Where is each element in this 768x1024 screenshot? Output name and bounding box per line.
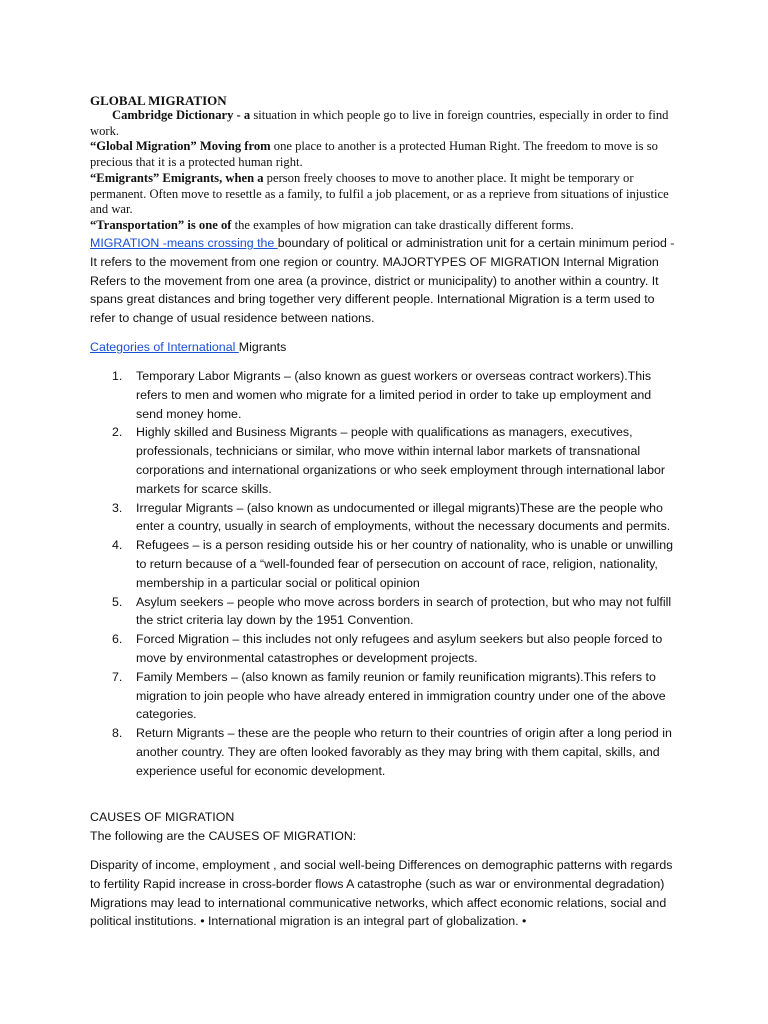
list-number: 7.: [112, 669, 123, 684]
definition-text: person freely chooses to move to another place. It might be temporary or permanent. Often move to resettle as a family, to fulfil a job placement, or as a reprieve from situations of injustice and war.: [90, 171, 669, 217]
list-item: [90, 630, 675, 668]
list-item: [90, 423, 675, 498]
definition-global-migration: [90, 139, 675, 170]
list-item-text: Irregular Migrants – (also known as undocumented or illegal migrants)These are the people who enter a country, usually in search of employments, without the necessary documents and permits.: [136, 500, 671, 534]
definition-transportation: [90, 218, 675, 234]
list-item-text: Family Members – (also known as family reunion or family reunification migrants).This refers to migration to join people who have already entered in immigration country under one of the above categories.: [136, 669, 666, 722]
list-item: [90, 668, 675, 724]
definition-term: Cambridge Dictionary - a: [112, 108, 251, 122]
definition-term: “Transportation” is one of: [90, 218, 232, 232]
list-item-text: Forced Migration – this includes not only refugees and asylum seekers but also people forced to move by environmental catastrophes or development projects.: [136, 632, 663, 665]
list-item: [90, 536, 675, 592]
list-number: 3.: [112, 500, 123, 515]
categories-link[interactable]: Categories of International: [90, 340, 239, 354]
list-number: 1.: [112, 369, 123, 383]
list-item: [90, 593, 675, 631]
document-title: GLOBAL MIGRATION: [90, 93, 227, 108]
list-item-text: Refugees – is a person residing outside his or her country of nationality, who is unable or unwilling to return because of a “well-founded fear of persecution on account of race, religion, nationality, membership in a particular social or political opinion: [136, 538, 674, 590]
causes-heading: CAUSES OF MIGRATION: [90, 810, 235, 824]
list-number: 6.: [112, 632, 123, 647]
definition-emigrants: [90, 171, 675, 218]
definition-text: situation in which people go to live in foreign countries, especially in order to find work.: [90, 108, 669, 138]
list-item: [90, 499, 675, 537]
list-item-text: Asylum seekers – people who move across borders in search of protection, but who may not fulfill the strict criteria lay down by the 1951 Convention.: [136, 594, 672, 628]
migrant-categories-list: [90, 367, 675, 781]
categories-heading-text: Migrants: [238, 340, 287, 354]
causes-intro: The following are the CAUSES OF MIGRATION:: [90, 829, 357, 843]
list-number: 8.: [112, 726, 123, 741]
definition-cambridge: [90, 108, 675, 139]
definition-term: “Global Migration” Moving from: [90, 139, 271, 153]
causes-paragraph: Disparity of income, employment , and social well-being Differences on demographic patterns with regards to fertility Rapid increase in cross-border flows A catastrophe (such as war or environmental degradation) Migrations may lead to international communicative networks, which affect economic relations, social and political institutions. • International migration is an integral part of globalization. •: [90, 858, 673, 929]
list-item: [90, 724, 675, 780]
migration-paragraph: [90, 234, 675, 328]
categories-heading: [90, 338, 675, 357]
definition-text: the examples of how migration can take drastically different forms.: [231, 218, 574, 232]
migration-text: boundary of political or administration unit for a certain minimum period -It refers to the movement from one region or country. MAJORTYPES OF MIGRATION Internal Migration Refers to the movement from one area (a province, district or municipality) to another within a country. It spans great distances and bring together very different people. International Migration is a term used to refer to change of usual residence between nations.: [90, 236, 675, 326]
list-item-text: Highly skilled and Business Migrants – people with qualifications as managers, executives, professionals, technicians or similar, who move within internal labor markets of transnational corporations and international organizations or who seek employment through international labor markets for scarce skills.: [136, 425, 665, 496]
definition-term: “Emigrants” Emigrants, when a: [90, 171, 264, 185]
list-item-text: Temporary Labor Migrants – (also known as guest workers or overseas contract workers).This refers to men and women who migrate for a limited period in order to take up employment and send money home.: [136, 369, 652, 421]
list-number: 4.: [112, 538, 123, 553]
list-number: 5.: [112, 594, 123, 609]
list-item: [90, 367, 675, 423]
list-item-text: Return Migrants – these are the people who return to their countries of origin after a long period in another country. They are often looked favorably as they may bring with them capital, skills, and experience useful for economic development.: [136, 726, 672, 778]
definition-text: one place to another is a protected Human Right. The freedom to move is so precious that it is a protected human right.: [90, 139, 658, 169]
migration-link[interactable]: MIGRATION -means crossing the: [90, 236, 278, 250]
list-number: 2.: [112, 425, 123, 440]
